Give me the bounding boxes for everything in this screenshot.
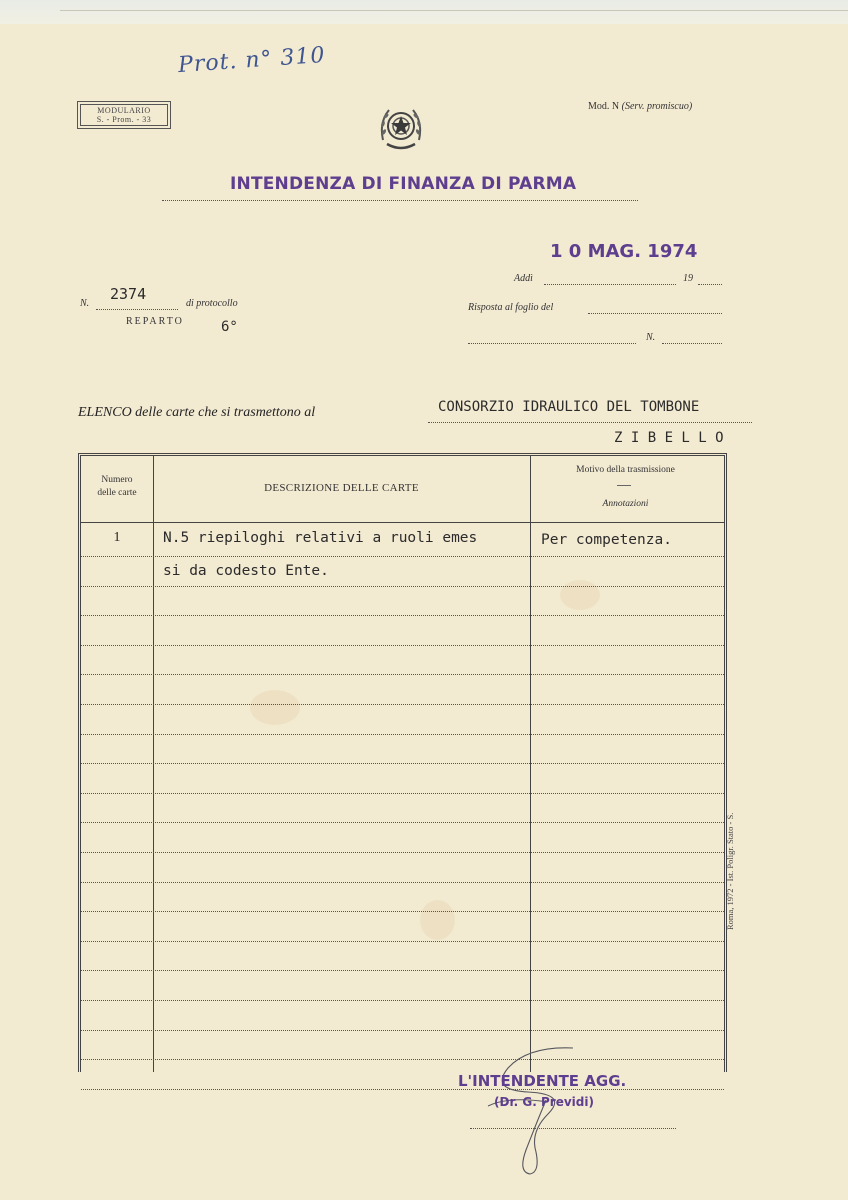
page-top-edge xyxy=(0,0,848,24)
addi-label: Addì xyxy=(514,273,533,284)
italian-republic-emblem-icon xyxy=(377,100,425,156)
carte-table xyxy=(78,453,727,1072)
elenco-recipient: CONSORZIO IDRAULICO DEL TOMBONE xyxy=(438,399,700,415)
signature-stamp-name: (Dr. G. Previdi) xyxy=(494,1095,594,1109)
reparto-label: REPARTO xyxy=(126,316,184,327)
table-row-line xyxy=(81,704,724,705)
row-description: si da codesto Ente. xyxy=(163,563,329,579)
modulario-line1: MODULARIO xyxy=(97,106,151,115)
model-label xyxy=(588,101,692,112)
table-row-line xyxy=(81,852,724,853)
handwritten-protocol: Prot. n° 310 xyxy=(177,42,327,79)
protocol-suffix: di protocollo xyxy=(186,298,238,309)
table-row-line xyxy=(81,1030,724,1031)
table-row-line xyxy=(81,1089,724,1090)
header-number-line2: delle carte xyxy=(97,488,137,498)
header-number-line1: Numero xyxy=(101,475,133,485)
elenco-dotline xyxy=(428,422,752,423)
modulario-line2: S. - Prom. - 33 xyxy=(96,115,152,124)
reparto-value: 6° xyxy=(221,319,238,335)
protocol-n-label: N. xyxy=(80,298,90,309)
header-motive-dash xyxy=(617,485,631,486)
signature-stamp-title: L'INTENDENTE AGG. xyxy=(458,1072,627,1090)
table-header-line xyxy=(81,522,724,523)
signature-dotline xyxy=(470,1128,676,1129)
table-row-line xyxy=(81,941,724,942)
table-row-line xyxy=(81,674,724,675)
table-row-line xyxy=(81,822,724,823)
risposta-dotline xyxy=(588,313,722,314)
table-row-line xyxy=(81,793,724,794)
table-row-line xyxy=(81,1059,724,1060)
row-number: 1 xyxy=(113,530,121,545)
year-dotline xyxy=(698,284,722,285)
table-row-line xyxy=(81,882,724,883)
table-row-line xyxy=(81,645,724,646)
office-underline xyxy=(162,200,638,201)
row-description: N.5 riepiloghi relativi a ruoli emes xyxy=(163,530,478,546)
table-row-line xyxy=(81,556,724,557)
protocol-number: 2374 xyxy=(110,285,147,303)
risposta-n-dotline xyxy=(662,343,722,344)
date-stamp: 1 0 MAG. 1974 xyxy=(550,241,698,262)
protocol-dotline xyxy=(96,309,178,310)
elenco-city: Z I B E L L O xyxy=(614,430,724,446)
model-label-prefix: Mod. N xyxy=(588,101,620,112)
modulario-box xyxy=(80,104,168,126)
row-notes: Per competenza. xyxy=(541,532,672,548)
risposta-label: Risposta al foglio del xyxy=(468,302,554,313)
table-row-line xyxy=(81,763,724,764)
table-row-line xyxy=(81,1000,724,1001)
table-row-line xyxy=(81,586,724,587)
header-description: DESCRIZIONE DELLE CARTE xyxy=(264,482,419,494)
table-row-line xyxy=(81,615,724,616)
handwritten-signature xyxy=(468,1040,608,1180)
addi-dotline xyxy=(544,284,676,285)
risposta-dotline-2 xyxy=(468,343,636,344)
table-row-line xyxy=(81,970,724,971)
table-row-line xyxy=(81,911,724,912)
table-row-line xyxy=(81,734,724,735)
office-stamp: INTENDENZA DI FINANZA DI PARMA xyxy=(230,174,577,194)
elenco-prefix: ELENCO delle carte che si trasmettono al xyxy=(78,405,316,420)
model-label-suffix: (Serv. promiscuo) xyxy=(621,101,693,112)
header-notes: Annotazioni xyxy=(602,499,649,509)
risposta-n-label: N. xyxy=(646,332,656,343)
header-motive: Motivo della trasmissione xyxy=(576,465,675,475)
header-number xyxy=(81,474,153,500)
printer-note: Roma, 1972 - Ist. Poligr. Stato - S. xyxy=(725,812,735,930)
year-prefix: 19 xyxy=(683,273,693,284)
